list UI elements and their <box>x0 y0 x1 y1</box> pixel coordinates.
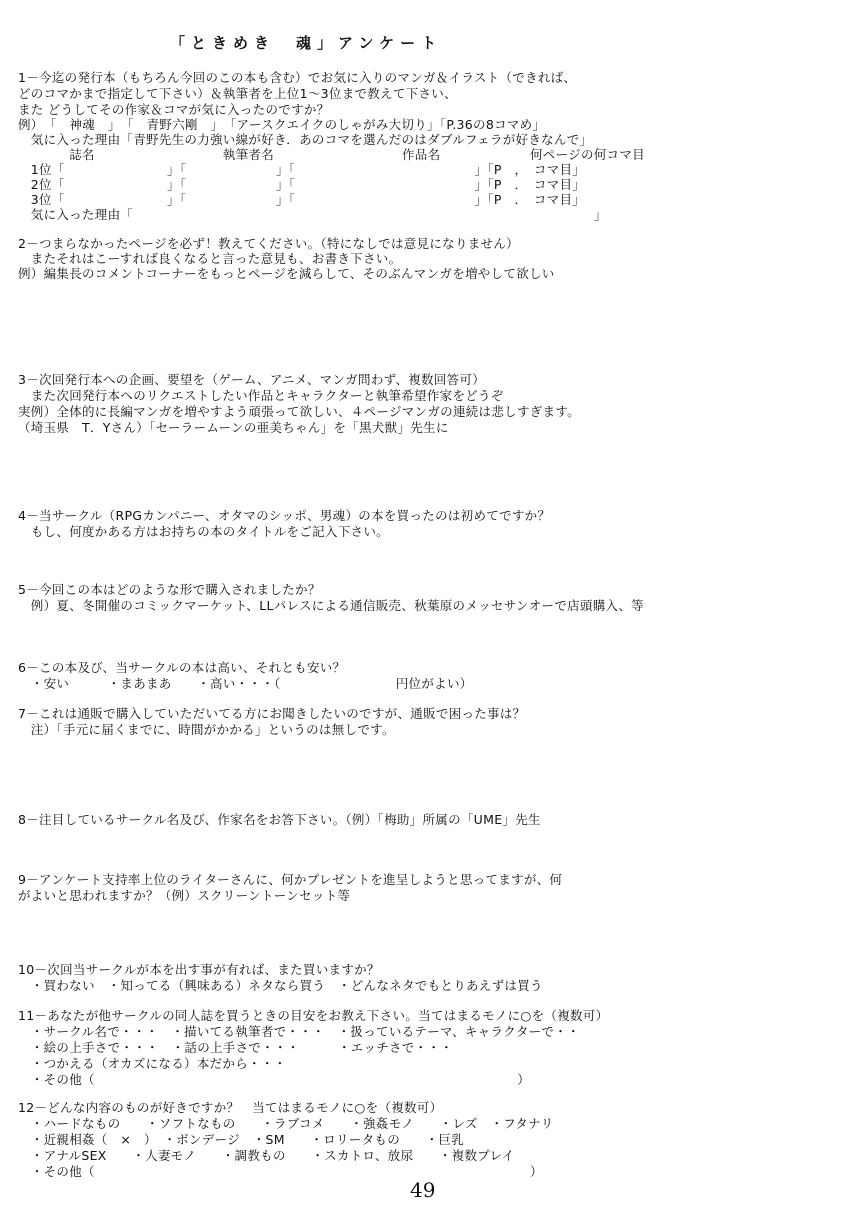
q5-line1: 5－今回この本はどのような形で購入されましたか？ <box>18 582 321 597</box>
q1-rank1: 1位「 」「 」「 」「P ， コマ目」 <box>18 162 586 177</box>
q3-line2: また次回発行本へのリクエストしたい作品とキャラクターと執筆希望作家をどうぞ <box>18 388 504 403</box>
q2-line1: 2－つまらなかったページを必ず！教えてください。（特になしでは意見になりません） <box>18 236 519 251</box>
q8-line1: 8－注目しているサークル名及び、作家名をお答下さい。（例）「梅助」所属の「UME」先生 <box>18 812 541 827</box>
q1-example-reason: 気に入った理由「青野先生の力強い線が好き．あのコマを選んだのはダブルフェラが好きなんで」 <box>18 132 593 147</box>
q1-rank3: 3位「 」「 」「 」「P ． コマ目」 <box>18 192 586 207</box>
q12-options1: ・ハードなもの ・ソフトなもの ・ラブコメ ・強姦モノ ・レズ ・フタナリ <box>18 1116 554 1131</box>
q10-options: ・買わない ・知ってる（興味ある）ネタなら買う ・どんなネタでもとりあえずは買う <box>18 978 543 993</box>
q1-line3: また どうしてその作家＆コマが気に入ったのですか？ <box>18 102 330 117</box>
q9-line2: がよいと思われますか？（例）スクリーントーンセット等 <box>18 888 351 903</box>
q1-reason: 気に入った理由「 」 <box>18 207 607 222</box>
q3-example-source: （埼玉県 T．Yさん）「セーラームーンの亜美ちゃん」を「黒犬獣」先生に <box>18 420 449 435</box>
q12-options2: ・近親相姦（ × ） ・ボンデージ ・SM ・ロリータもの ・巨乳 <box>18 1132 464 1147</box>
q2-example: 例）編集長のコメントコーナーをもっとページを減らして、そのぶんマンガを増やして欲しい <box>18 266 555 281</box>
q12-other: ・その他（ ） <box>18 1164 543 1179</box>
q11-options2: ・絵の上手さで・・・ ・話の上手さで・・・ ・エッチさで・・・ <box>18 1040 453 1055</box>
q10-line1: 10－次回当サークルが本を出す事が有れば、また買いますか？ <box>18 962 380 977</box>
q3-line1: 3－次回発行本への企画、要望を（ゲーム、アニメ、マンガ問わず、複数回答可） <box>18 372 486 387</box>
q11-other: ・その他（ ） <box>18 1072 531 1087</box>
q1-example: 例） 「 神魂 」 「 青野六剛 」 「アースクエイクのしゃがみ大切り」「P.36の8コマめ」 <box>18 117 546 132</box>
q4-line2: もし、何度かある方はお持ちの本のタイトルをご記入下さい。 <box>18 524 389 539</box>
q6-line1: 6－この本及び、当サークルの本は高い、それとも安い？ <box>18 660 346 675</box>
page-number: 49 <box>410 1178 436 1202</box>
q9-line1: 9－アンケート支持率上位のライターさんに、何かプレゼントを進呈しようと思ってますが、何 <box>18 872 563 887</box>
q3-example: 実例）全体的に長編マンガを増やすよう頑張って欲しい、４ページマンガの連続は悲しすぎます。 <box>18 404 580 419</box>
q11-options3: ・つかえる（オカズになる）本だから・・・ <box>18 1056 287 1071</box>
q4-line1: 4－当サークル（RPGカンパニー、オタマのシッポ、男魂）の本を買ったのは初めてですか？ <box>18 508 551 523</box>
q1-line1: 1－今迄の発行本（もちろん今回のこの本も含む）でお気に入りのマンガ＆イラスト（できれば、 <box>18 70 577 85</box>
q12-options3: ・アナルSEX ・人妻モノ ・調教もの ・スカトロ、放尿 ・複数プレイ <box>18 1148 515 1163</box>
q1-line2: どのコマかまで指定して下さい）＆執筆者を上位1～3位まで教えて下さい、 <box>18 86 457 101</box>
q1-table-header: 誌名 執筆者名 作品名 何ページの何コマ目 <box>18 147 645 162</box>
q5-example: 例）夏、冬開催のコミックマーケット、LLパレスによる通信販売、秋葉原のメッセサンオーで店頭購入、等 <box>18 598 644 613</box>
q2-line2: またそれはこーすれば良くなると言った意見も、お書き下さい。 <box>18 251 402 266</box>
page-title: 「ときめき 魂」アンケート <box>170 34 443 52</box>
q7-note: 注）「手元に届くまでに、時間がかかる」というのは無しです。 <box>18 722 395 737</box>
q12-line1: 12－どんな内容のものが好きですか？ 当てはまるモノに○を（複数可） <box>18 1100 443 1115</box>
q7-line1: 7－これは通販で購入していただいてる方にお聞きしたいのですが、通販で困った事は？ <box>18 706 526 721</box>
q1-rank2: 2位「 」「 」「 」「P ． コマ目」 <box>18 177 586 192</box>
q11-options1: ・サークル名で・・・ ・描いてる執筆者で・・・ ・扱っているテーマ、キャラクターで・・ <box>18 1024 580 1039</box>
q6-options: ・安い ・まあまあ ・高い・・・（ 円位がよい） <box>18 676 473 691</box>
q11-line1: 11－あなたが他サークルの同人誌を買うときの目安をお教え下さい。当てはまるモノに○を（複数可） <box>18 1008 609 1023</box>
